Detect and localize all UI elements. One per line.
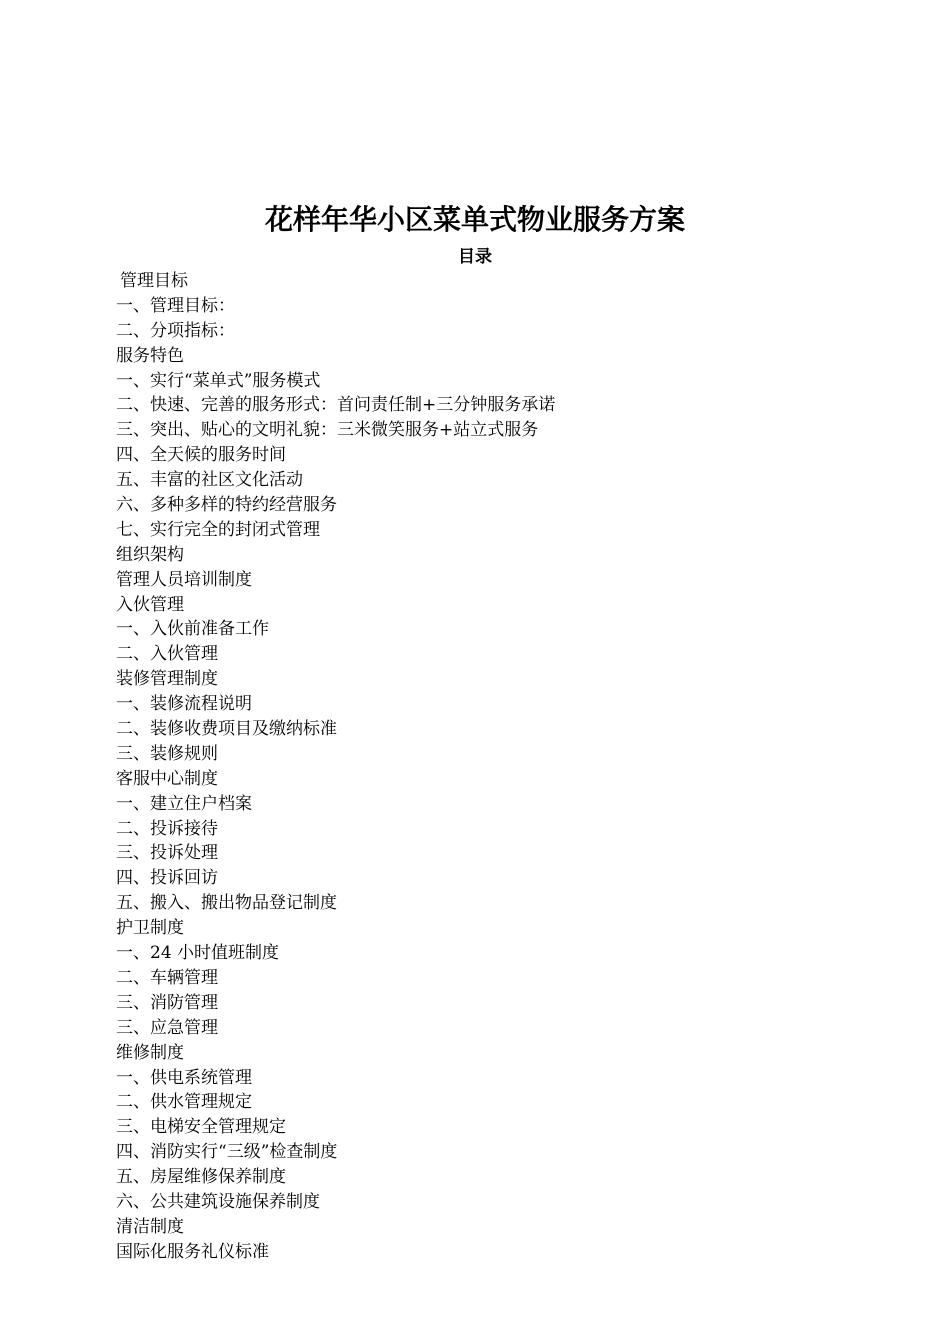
toc-item: 管理人员培训制度	[116, 569, 252, 590]
toc-item: 入伙管理	[116, 594, 184, 615]
toc-item: 维修制度	[116, 1042, 184, 1063]
toc-item: 五、房屋维修保养制度	[116, 1167, 286, 1188]
toc-item: 七、实行完全的封闭式管理	[116, 519, 320, 540]
toc-item: 服务特色	[116, 345, 184, 366]
toc-item: 二、快速、完善的服务形式：首问责任制+三分钟服务承诺	[116, 395, 556, 416]
toc-item: 客服中心制度	[116, 768, 218, 789]
toc-heading: 目录	[458, 247, 492, 267]
toc-item: 六、公共建筑设施保养制度	[116, 1191, 320, 1212]
toc-item: 五、丰富的社区文化活动	[116, 470, 303, 491]
toc-item: 一、供电系统管理	[116, 1067, 252, 1088]
toc-item: 三、装修规则	[116, 743, 218, 764]
toc-item: 一、建立住户档案	[116, 793, 252, 814]
toc-item: 二、车辆管理	[116, 967, 218, 988]
toc-item: 组织架构	[116, 544, 184, 565]
toc-item: 三、消防管理	[116, 992, 218, 1013]
toc-item: 三、突出、贴心的文明礼貌：三米微笑服务+站立式服务	[116, 420, 539, 441]
toc-item: 三、投诉处理	[116, 843, 218, 864]
toc-item: 四、全天候的服务时间	[116, 445, 286, 466]
toc-item: 清洁制度	[116, 1216, 184, 1237]
toc-item: 护卫制度	[116, 918, 184, 939]
toc-item: 二、分项指标：	[116, 320, 235, 341]
toc-item: 二、装修收费项目及缴纳标准	[116, 719, 337, 740]
toc-item: 五、搬入、搬出物品登记制度	[116, 893, 337, 914]
toc-item: 国际化服务礼仪标准	[116, 1241, 269, 1262]
toc-item: 二、入伙管理	[116, 644, 218, 665]
toc-item: 一、实行“菜单式”服务模式	[116, 370, 321, 391]
toc-item: 管理目标	[120, 271, 188, 291]
toc-item: 四、投诉回访	[116, 868, 218, 889]
toc-item: 三、应急管理	[116, 1017, 218, 1038]
table-of-contents	[116, 269, 876, 1265]
toc-item: 二、投诉接待	[116, 818, 218, 839]
toc-item: 四、消防实行“三级”检查制度	[116, 1142, 338, 1163]
toc-item: 装修管理制度	[116, 669, 218, 690]
toc-item: 一、入伙前准备工作	[116, 619, 269, 640]
toc-item: 一、装修流程说明	[116, 694, 252, 715]
toc-item: 六、多种多样的特约经营服务	[116, 495, 337, 516]
toc-item: 一、24 小时值班制度	[116, 943, 280, 964]
document-title: 花样年华小区菜单式物业服务方案	[264, 203, 685, 236]
toc-item: 三、电梯安全管理规定	[116, 1117, 286, 1138]
toc-item: 二、供水管理规定	[116, 1092, 252, 1113]
toc-item: 一、管理目标：	[116, 295, 235, 316]
